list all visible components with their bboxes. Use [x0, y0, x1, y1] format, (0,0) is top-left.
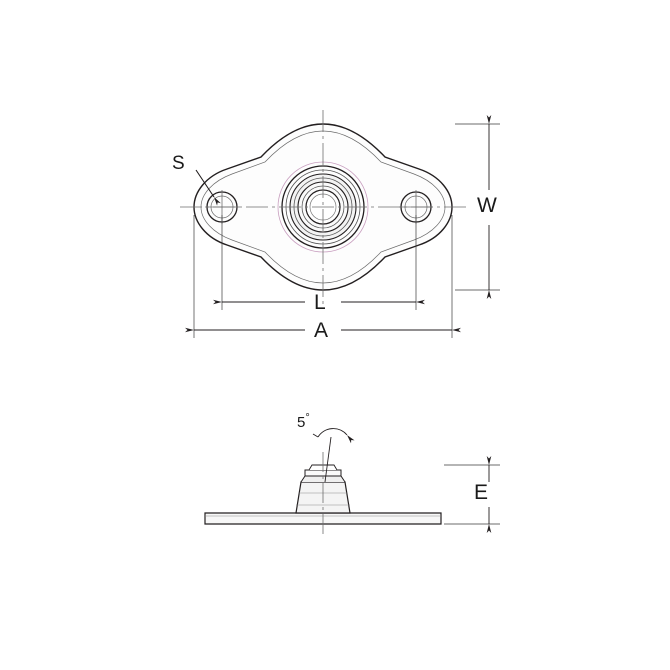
e-dimension: [444, 465, 500, 524]
angle-degree-symbol: °: [305, 412, 310, 424]
top-view-geometry: [180, 110, 500, 338]
angle-value: 5: [297, 414, 306, 431]
label-angle: [297, 412, 310, 431]
label-e: E: [474, 481, 489, 504]
label-a: A: [314, 319, 329, 342]
side-view-geometry: [205, 429, 500, 536]
label-s: S: [172, 153, 185, 174]
label-w: W: [477, 194, 497, 217]
label-l: L: [314, 291, 326, 314]
